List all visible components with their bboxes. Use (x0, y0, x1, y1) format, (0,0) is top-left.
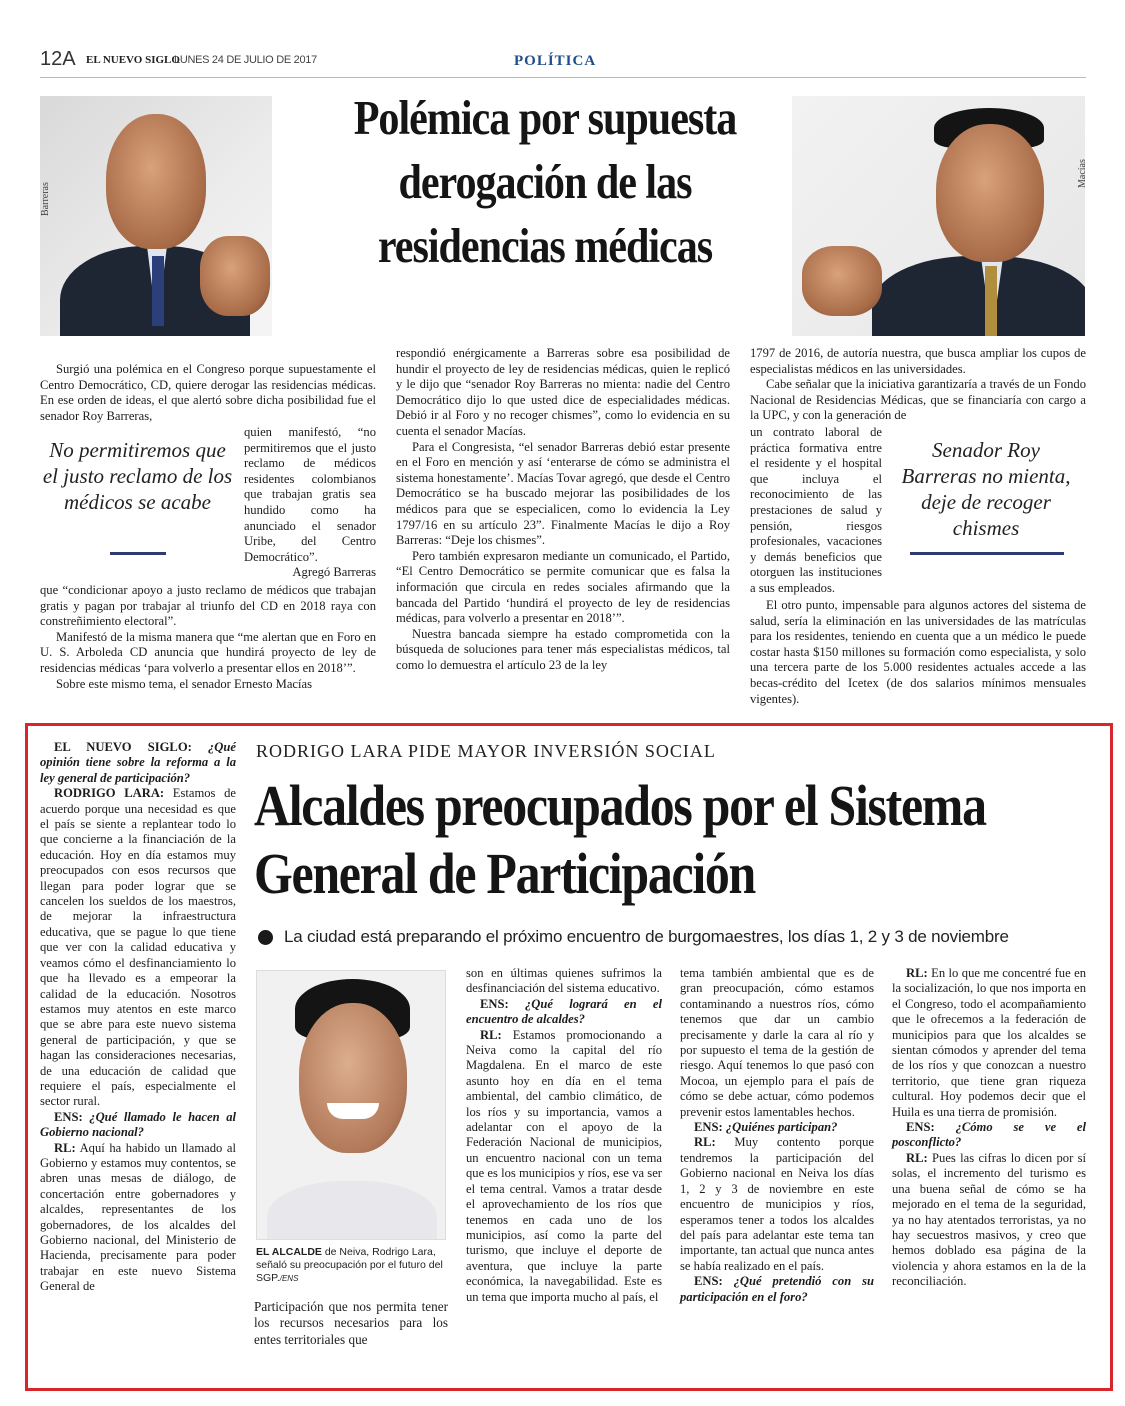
paragraph: Cabe señalar que la iniciativa garantizaría a través de un Fondo Nacional de Residencias Médicas, que se financiaría con cargo a la UPC, y con la generación de (750, 377, 1086, 423)
story2-column-5 (892, 966, 1086, 1290)
page-header (40, 48, 1086, 78)
story1-column-1-wrap (244, 425, 376, 581)
story2-column-3 (466, 966, 662, 1305)
page-number: 12A (40, 48, 76, 70)
question: ¿Cómo se ve el posconflicto? (892, 1120, 1086, 1150)
paragraph: 1797 de 2016, de autoría nuestra, que busca ampliar los cupos de especialistas médicos en las universidades. (750, 346, 1086, 376)
paragraph: Participación que nos permita tener los recursos necesarios para los entes territoriales que (254, 1299, 448, 1347)
paragraph: Surgió una polémica en el Congreso porque supuestamente el Centro Democrático, CD, quiere derogar las residencias médicas. En ese orden de ideas, el que alertó sobre dicha posibilidad fue el senador Roy Barreras, (40, 362, 376, 423)
speaker: RL: (694, 1135, 716, 1150)
question: ¿Qué pretendió con su participación en el foro? (680, 1274, 874, 1304)
answer: En lo que me concentré fue en la socialización, lo que nos importa en el Congreso, todo el acompañamiento que le ofrecemos a la federación de municipios para que los alcaldes se sientan cómodos y aprender del tema de los ríos y que conozcan a nuestro territorio, que tiene gran riqueza cultural. Hoy podemos decir que el Huila es una tierra de promisión. (892, 966, 1086, 1119)
photo-macias (792, 96, 1085, 336)
caption-text: de Neiva, Rodrigo Lara, señaló su preocupación por el futuro del SGP. (256, 1246, 443, 1284)
pull-quote-rule (110, 552, 166, 555)
photo-credit-left: Barreras (40, 182, 51, 216)
answer: Estamos de acuerdo porque una necesidad es que el país se siente a replantear todo lo que concierne a la financiación de la educación. Hoy en día estamos muy preocupados con esos recursos que llegan para poder lograr que se cancelen los sueldos de los maestros, de mejorar la infraestructura educativa, que se pague lo que tiene que ver con la calidad educativa y veamos cómo el desfinanciamiento lo que ha llevado es a empeorar la calidad de la educación. Nosotros estamos muy atentos en este marco que se abre para este nuevo sistema general de participación, y que se hagan las consideraciones necesarias, de una educación de calidad que requiere el país, especialmente el sector rural. (40, 786, 236, 1109)
speaker: ENS: (480, 996, 509, 1011)
paragraph: que “condicionar apoyo a justo reclamo de médicos que trabajan gratis y pagan por trabajar al triunfo del CD en 2018 raya con constreñimiento electoral”. (40, 583, 376, 629)
story1-column-1-bottom (40, 583, 376, 692)
paragraph: respondió enérgicamente a Barreras sobre esa posibilidad de hundir el proyecto de ley de residencias médicas, quien le replicó y le dijo que “senador Roy Barreras no mienta: nadie del Centro Democrático dijo lo que usted dice de especialidades médicas. Debió ir al Foro y no recoger chismes”, como lo evidencia en su cuenta el senador Macías. (396, 346, 730, 438)
paragraph: El otro punto, impensable para algunos actores del sistema de salud, sería la eliminación en las universidades de las matrículas para los residentes, teniendo en cuenta que a un médico le puede costar hasta $150 millones su formación como especialista, y solo una tercera parte de los 5.000 residentes actuales accede a las becas-crédito del Icetex (de dos salarios mínimos mensuales vigentes). (750, 598, 1086, 706)
speaker: RL: (906, 966, 928, 980)
answer: Estamos promocionando a Neiva como la capital del río Magdalena. En el marco de este asunto hoy en día en el tema ambiental, del cambio climático, de los ríos y su importancia, vamos a adelantar con el apoyo de la Federación Nacional de municipios, un encuentro nacional con un tema que es los municipios y ríos, ese va ser el tema central. Vamos a tratar desde el aprovechamiento de los ríos que tenemos en cada uno de los municipios, así como la parte del turismo, que incluye el deporte de aventura, que incluye la parte económica, la navegabilidad. Este es un tema que importa mucho al país, el (466, 1027, 662, 1304)
speaker: ENS: (906, 1120, 935, 1135)
story1-column-1 (40, 362, 376, 424)
paragraph: Para el Congresista, “el senador Barreras debió estar presente en el Foro en mención y así ‘enterarse de cómo se administra el sistema honestamente’. Macías Tovar agregó, que desde el Centro Democrático se ha buscado mejorar las posibilidades de los médicos para que se especialicen, como lo evidencia la Ley 1797/16 en su artículo 23”. Finalmente Macías le dijo a Roy Barreras: “Deje los chismes”. (396, 439, 730, 548)
speaker: RL: (480, 1027, 502, 1042)
subtitle-text: La ciudad está preparando el próximo encuentro de burgomaestres, los días 1, 2 y 3 de noviembre (284, 927, 1009, 946)
paragraph: Agregó Barreras (292, 565, 376, 580)
pull-quote-rule (910, 552, 1064, 555)
section-label: POLÍTICA (514, 53, 597, 69)
speaker: ENS: (54, 1109, 83, 1124)
paragraph: Sobre este mismo tema, el senador Ernesto Macías (56, 676, 313, 691)
photo-caption (256, 1246, 454, 1285)
answer: Pues las cifras lo dicen por sí solas, el incremento del turismo es una buena señal de cómo se ha mejorado en el tema de la seguridad, ya no hay atentados terroristas, ya no hay secuestros masivos, y creo que hemos doblado esa página de la violencia y ahora estamos en la de la reconciliación. (892, 1150, 1086, 1289)
paragraph: Nuestra bancada siempre ha estado comprometida con la búsqueda de soluciones para tener más especialistas médicos, tal como lo demuestra el artículo 23 de la ley (396, 626, 730, 672)
story2-kicker: RODRIGO LARA PIDE MAYOR INVERSIÓN SOCIAL (256, 741, 716, 761)
paragraph: son en últimas quienes sufrimos la desfinanciación del sistema educativo. (466, 966, 662, 996)
question: ¿Qué logrará en el encuentro de alcaldes? (466, 996, 662, 1027)
issue-date: LUNES 24 DE JULIO DE 2017 (174, 54, 317, 66)
story1-column-3 (750, 346, 1086, 424)
speaker: RODRIGO LARA: (54, 786, 165, 801)
paragraph: Pero también expresaron mediante un comunicado, el Partido, “El Centro Democrático se permite comunicar que es falsa la información que circula en redes sociales afirmando que la bancada del Partido ‘hundirá el proyecto de ley de residencias médicas, para volverlo a presentar en 2018’”. (396, 548, 730, 626)
answer: Muy contento porque tendremos la participación del Gobierno nacional en Neiva los días 1, 2 y 3 de noviembre en este encuentro de municipios y ríos, esperamos tener a todos los alcaldes del país para adelantar este tema tan importante, tan actual que nunca antes se había realizado en el país. (680, 1135, 874, 1273)
pull-quote-left: No permitiremos que el justo reclamo de los médicos se acabe (42, 438, 233, 514)
question: ¿Quiénes participan? (722, 1120, 838, 1135)
speaker: ENS: (694, 1120, 723, 1135)
story1-headline: Polémica por supuesta derogación de las residencias médicas (353, 90, 737, 273)
photo-credit-right: Macías (1077, 159, 1088, 188)
story1-column-3-wrap (750, 425, 882, 597)
paragraph: un contrato laboral de práctica formativa entre el residente y el hospital que incluya el reconocimiento de las prestaciones de salud y pensión, riesgos profesionales, vacaciones y demás beneficios que otorguen las instituciones a sus empleados. (750, 425, 882, 595)
speaker: EL NUEVO SIGLO: (54, 740, 192, 754)
speaker: RL: (906, 1150, 928, 1165)
paragraph: quien manifestó, “no permitiremos que el justo reclamo de médicos residentes colombianos que trabajan gratis sea hundido como ha anunciado el senador Uribe, del Centro Democrático”. (244, 425, 376, 564)
question: ¿Qué opinión tiene sobre la reforma a la ley general de participación? (40, 740, 236, 785)
question: ¿Qué llamado le hacen al Gobierno nacional? (40, 1109, 236, 1140)
story2-column-1 (40, 740, 236, 1295)
story1-column-3-bottom (750, 598, 1086, 707)
caption-credit: /ENS (279, 1274, 299, 1283)
newspaper-name: EL NUEVO SIGLO (86, 54, 180, 66)
story1-column-2 (396, 346, 730, 673)
speaker: RL: (54, 1140, 76, 1155)
photo-barreras (40, 96, 272, 336)
story2-subtitle (258, 927, 1009, 947)
paragraph: Manifestó de la misma manera que “me alertan que en Foro en U. S. Arboleda CD anuncia que hundirá proyecto de ley de residencias médicas ‘para volverlo a presentar ellos en 2018’”. (40, 629, 376, 675)
caption-lead: EL ALCALDE (256, 1246, 322, 1258)
story2-column-2 (254, 1299, 448, 1348)
photo-rodrigo-lara (256, 970, 446, 1240)
answer: Aquí ha habido un llamado al Gobierno y estamos muy contentos, se abren unas mesas de diálogo, de concertación entre gobernadores y alcaldes, representantes de los gobernadores, de los alcaldes del Gobierno nacional, del Ministerio de Hacienda, precisamente para poder trabajar en este nuevo Sistema General de (40, 1140, 236, 1294)
story2-headline: Alcaldes preocupados por el Sistema General de Participación (254, 773, 986, 906)
story2-column-4 (680, 966, 874, 1305)
pull-quote-right: Senador Roy Barreras no mienta, deje de recoger chismes (901, 438, 1071, 540)
speaker: ENS: (694, 1274, 723, 1289)
paragraph: tema también ambiental que es de gran preocupación, cómo estamos contaminando a nuestros ríos, cómo tenemos que dar un cambio precisamente y darle la cara al río y por supuesto el tema de la gestión de riesgo. Aquí tenemos lo que pasó con Mocoa, un ejemplo para el país de cómo se debe actuar, cómo podemos prevenir estos lamentables hechos. (680, 966, 874, 1119)
